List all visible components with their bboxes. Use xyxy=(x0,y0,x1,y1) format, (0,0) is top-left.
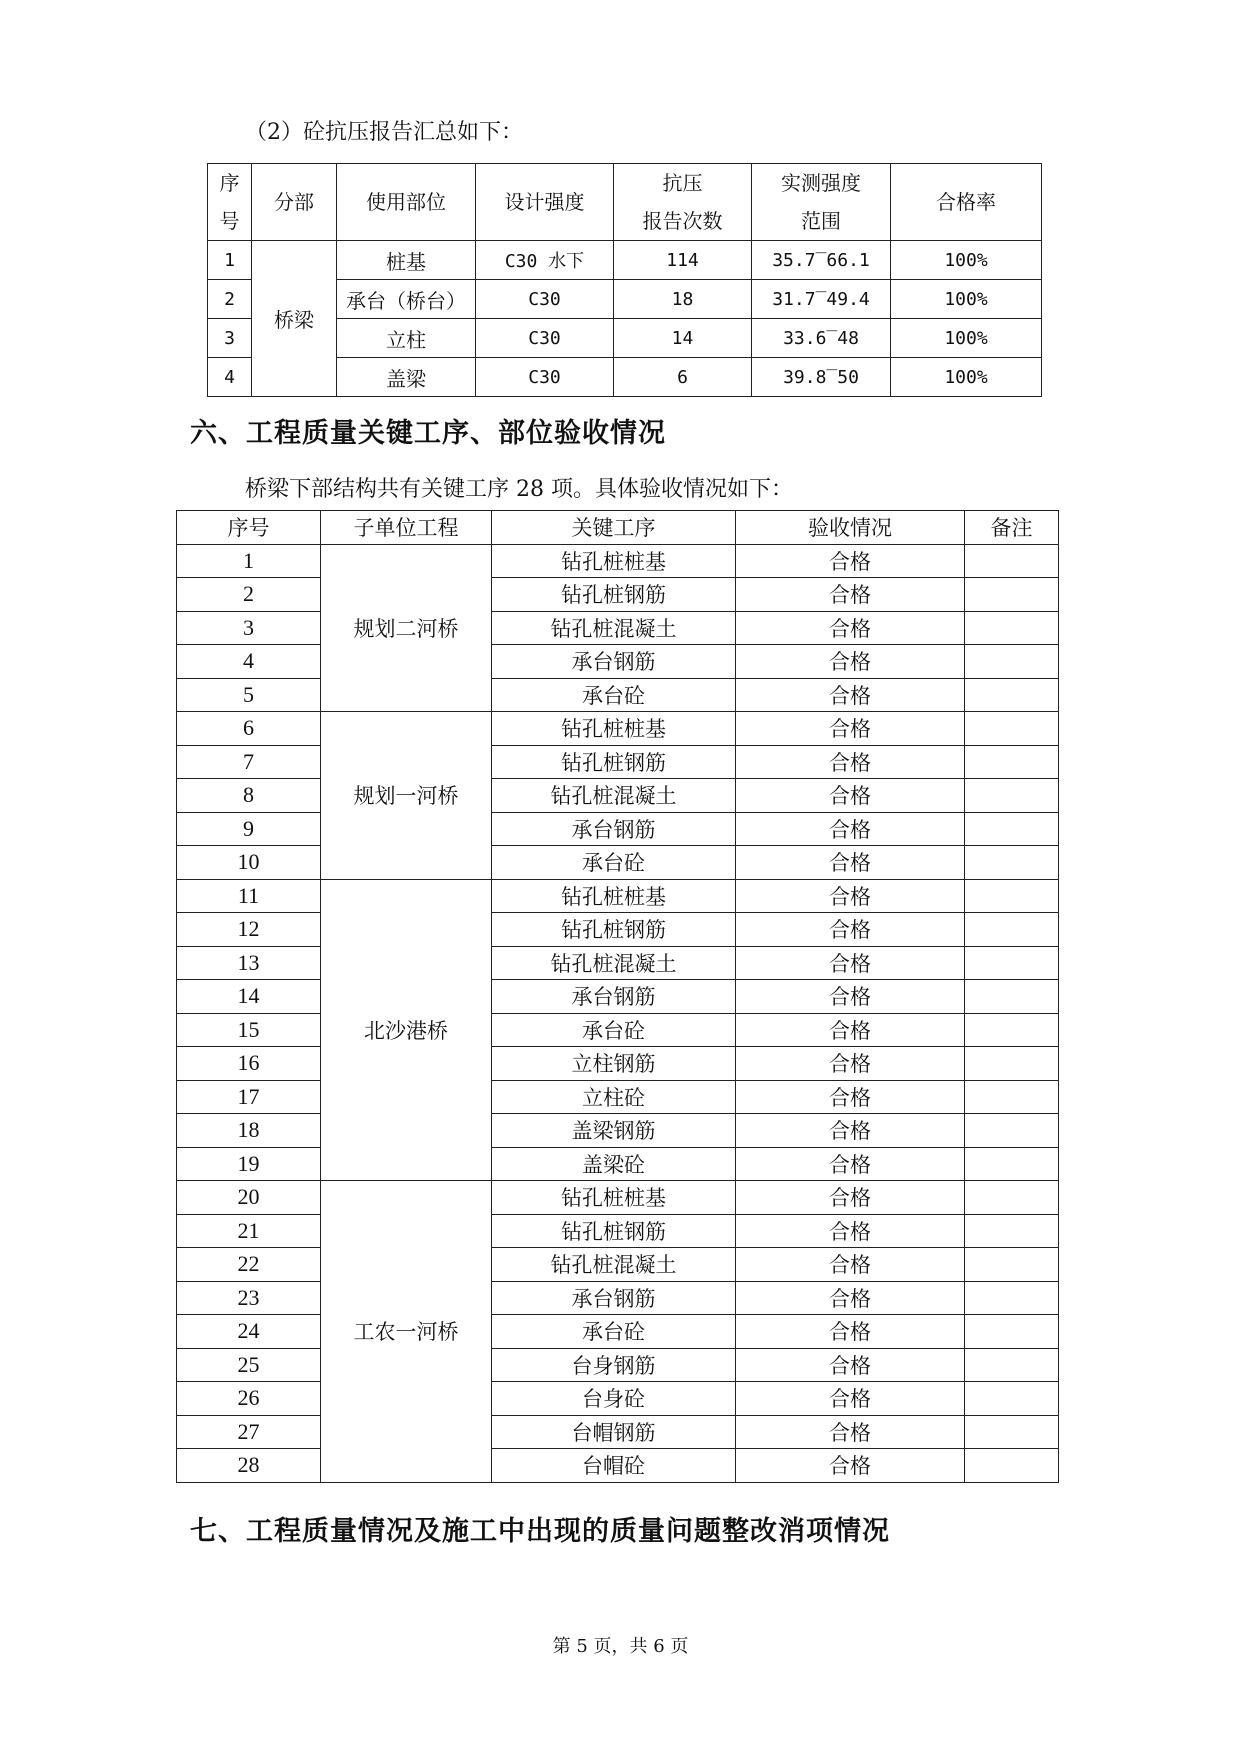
cell-acceptance: 合格 xyxy=(736,1047,965,1081)
cell-key-process: 立柱砼 xyxy=(492,1080,736,1114)
cell-acceptance: 合格 xyxy=(736,1449,965,1483)
cell-key-process: 台帽钢筋 xyxy=(492,1415,736,1449)
header-report-count: 抗压 报告次数 xyxy=(614,164,752,241)
cell-note xyxy=(965,611,1059,645)
header-note: 备注 xyxy=(965,511,1059,545)
cell-seq: 23 xyxy=(177,1281,321,1315)
cell-seq: 1 xyxy=(177,544,321,578)
cell-key-process: 钻孔桩桩基 xyxy=(492,1181,736,1215)
table-row xyxy=(177,980,1059,1014)
header-measured-range: 实测强度 范围 xyxy=(752,164,891,241)
cell-seq: 13 xyxy=(177,946,321,980)
cell-seq: 18 xyxy=(177,1114,321,1148)
cell-seq: 17 xyxy=(177,1080,321,1114)
cell-acceptance: 合格 xyxy=(736,1415,965,1449)
cell-design-strength: C30 xyxy=(476,280,614,319)
section2-intro: （2）砼抗压报告汇总如下： xyxy=(245,120,523,145)
cell-key-process: 钻孔桩混凝土 xyxy=(492,779,736,813)
cell-note xyxy=(965,712,1059,746)
concrete-strength-table xyxy=(207,163,1042,397)
cell-acceptance: 合格 xyxy=(736,745,965,779)
cell-note xyxy=(965,1382,1059,1416)
table-row xyxy=(177,611,1059,645)
cell-key-process: 钻孔桩混凝土 xyxy=(492,611,736,645)
table-header-row xyxy=(177,511,1059,545)
cell-seq: 28 xyxy=(177,1449,321,1483)
cell-acceptance: 合格 xyxy=(736,678,965,712)
cell-acceptance: 合格 xyxy=(736,812,965,846)
cell-seq: 5 xyxy=(177,678,321,712)
cell-note xyxy=(965,779,1059,813)
cell-measured-range: 39.8‾50 xyxy=(752,358,891,397)
cell-acceptance: 合格 xyxy=(736,980,965,1014)
table-row xyxy=(177,678,1059,712)
header-seq: 序 号 xyxy=(208,164,252,241)
cell-seq: 3 xyxy=(208,319,252,358)
cell-design-strength: C30 xyxy=(476,319,614,358)
key-process-acceptance-table xyxy=(176,510,1059,1483)
cell-note xyxy=(965,980,1059,1014)
cell-key-process: 承台钢筋 xyxy=(492,645,736,679)
cell-division: 桥梁 xyxy=(252,241,337,397)
cell-key-process: 承台砼 xyxy=(492,678,736,712)
table-row xyxy=(177,1382,1059,1416)
cell-seq: 26 xyxy=(177,1382,321,1416)
cell-note xyxy=(965,879,1059,913)
cell-acceptance: 合格 xyxy=(736,645,965,679)
cell-note xyxy=(965,544,1059,578)
cell-note xyxy=(965,913,1059,947)
cell-note xyxy=(965,1348,1059,1382)
table-row xyxy=(177,846,1059,880)
cell-acceptance: 合格 xyxy=(736,1114,965,1148)
table-row xyxy=(177,645,1059,679)
section7-title: 七、工程质量情况及施工中出现的质量问题整改消项情况 xyxy=(190,1516,890,1547)
cell-key-process: 台身砼 xyxy=(492,1382,736,1416)
cell-seq: 4 xyxy=(208,358,252,397)
header-seq: 序号 xyxy=(177,511,321,545)
cell-note xyxy=(965,1281,1059,1315)
cell-note xyxy=(965,1114,1059,1148)
cell-seq: 15 xyxy=(177,1013,321,1047)
cell-note xyxy=(965,1181,1059,1215)
cell-acceptance: 合格 xyxy=(736,1147,965,1181)
table-row xyxy=(177,1315,1059,1349)
cell-part: 立柱 xyxy=(337,319,476,358)
table-row xyxy=(177,1281,1059,1315)
header-key-process: 关键工序 xyxy=(492,511,736,545)
cell-seq: 11 xyxy=(177,879,321,913)
cell-part: 承台（桥台） xyxy=(337,280,476,319)
cell-pass-rate: 100% xyxy=(891,280,1042,319)
cell-acceptance: 合格 xyxy=(736,779,965,813)
cell-key-process: 钻孔桩桩基 xyxy=(492,544,736,578)
cell-note xyxy=(965,1315,1059,1349)
header-acceptance: 验收情况 xyxy=(736,511,965,545)
cell-key-process: 承台砼 xyxy=(492,1013,736,1047)
table-row xyxy=(177,1047,1059,1081)
cell-key-process: 钻孔桩混凝土 xyxy=(492,1248,736,1282)
table-row xyxy=(177,1181,1059,1215)
cell-key-process: 台身钢筋 xyxy=(492,1348,736,1382)
cell-seq: 2 xyxy=(177,578,321,612)
table-row xyxy=(177,946,1059,980)
cell-report-count: 14 xyxy=(614,319,752,358)
page-footer: 第 5 页，共 6 页 xyxy=(552,1636,689,1657)
table-row xyxy=(177,1415,1059,1449)
cell-acceptance: 合格 xyxy=(736,946,965,980)
cell-acceptance: 合格 xyxy=(736,1348,965,1382)
table-row xyxy=(177,745,1059,779)
cell-acceptance: 合格 xyxy=(736,1013,965,1047)
cell-seq: 24 xyxy=(177,1315,321,1349)
cell-subunit: 北沙港桥 xyxy=(321,879,492,1181)
table-row xyxy=(177,544,1059,578)
cell-part: 桩基 xyxy=(337,241,476,280)
cell-note xyxy=(965,678,1059,712)
table-row xyxy=(177,1449,1059,1483)
cell-subunit: 工农一河桥 xyxy=(321,1181,492,1483)
cell-acceptance: 合格 xyxy=(736,712,965,746)
cell-acceptance: 合格 xyxy=(736,1181,965,1215)
section6-paragraph: 桥梁下部结构共有关键工序 28 项。具体验收情况如下： xyxy=(245,477,793,502)
cell-acceptance: 合格 xyxy=(736,1281,965,1315)
cell-acceptance: 合格 xyxy=(736,846,965,880)
cell-key-process: 承台钢筋 xyxy=(492,812,736,846)
cell-seq: 21 xyxy=(177,1214,321,1248)
table-row xyxy=(177,578,1059,612)
cell-seq: 19 xyxy=(177,1147,321,1181)
cell-key-process: 钻孔桩钢筋 xyxy=(492,578,736,612)
cell-report-count: 18 xyxy=(614,280,752,319)
header-subunit: 子单位工程 xyxy=(321,511,492,545)
cell-key-process: 钻孔桩混凝土 xyxy=(492,946,736,980)
table-row xyxy=(177,712,1059,746)
cell-key-process: 台帽砼 xyxy=(492,1449,736,1483)
table-header-row xyxy=(208,164,1042,241)
cell-measured-range: 35.7‾66.1 xyxy=(752,241,891,280)
cell-key-process: 承台砼 xyxy=(492,1315,736,1349)
cell-seq: 25 xyxy=(177,1348,321,1382)
cell-report-count: 114 xyxy=(614,241,752,280)
header-pass-rate: 合格率 xyxy=(891,164,1042,241)
header-design-strength: 设计强度 xyxy=(476,164,614,241)
cell-key-process: 钻孔桩桩基 xyxy=(492,879,736,913)
cell-part: 盖梁 xyxy=(337,358,476,397)
cell-note xyxy=(965,645,1059,679)
cell-key-process: 立柱钢筋 xyxy=(492,1047,736,1081)
cell-report-count: 6 xyxy=(614,358,752,397)
cell-seq: 4 xyxy=(177,645,321,679)
cell-seq: 14 xyxy=(177,980,321,1014)
cell-key-process: 钻孔桩桩基 xyxy=(492,712,736,746)
cell-acceptance: 合格 xyxy=(736,1214,965,1248)
cell-seq: 8 xyxy=(177,779,321,813)
cell-key-process: 钻孔桩钢筋 xyxy=(492,1214,736,1248)
cell-acceptance: 合格 xyxy=(736,1382,965,1416)
cell-seq: 22 xyxy=(177,1248,321,1282)
header-division: 分部 xyxy=(252,164,337,241)
cell-seq: 6 xyxy=(177,712,321,746)
cell-seq: 2 xyxy=(208,280,252,319)
cell-seq: 20 xyxy=(177,1181,321,1215)
cell-note xyxy=(965,812,1059,846)
cell-note xyxy=(965,1248,1059,1282)
cell-seq: 10 xyxy=(177,846,321,880)
cell-seq: 12 xyxy=(177,913,321,947)
cell-acceptance: 合格 xyxy=(736,544,965,578)
cell-seq: 3 xyxy=(177,611,321,645)
table-row xyxy=(177,812,1059,846)
cell-acceptance: 合格 xyxy=(736,879,965,913)
cell-note xyxy=(965,1080,1059,1114)
cell-acceptance: 合格 xyxy=(736,1315,965,1349)
table-row xyxy=(177,1013,1059,1047)
section6-title: 六、工程质量关键工序、部位验收情况 xyxy=(190,418,666,449)
cell-acceptance: 合格 xyxy=(736,578,965,612)
cell-seq: 1 xyxy=(208,241,252,280)
cell-measured-range: 33.6‾48 xyxy=(752,319,891,358)
cell-pass-rate: 100% xyxy=(891,241,1042,280)
cell-note xyxy=(965,578,1059,612)
cell-pass-rate: 100% xyxy=(891,358,1042,397)
cell-key-process: 承台砼 xyxy=(492,846,736,880)
cell-key-process: 盖梁钢筋 xyxy=(492,1114,736,1148)
cell-subunit: 规划二河桥 xyxy=(321,544,492,712)
cell-seq: 16 xyxy=(177,1047,321,1081)
cell-note xyxy=(965,1449,1059,1483)
cell-note xyxy=(965,1047,1059,1081)
table-row xyxy=(177,1080,1059,1114)
cell-note xyxy=(965,745,1059,779)
cell-acceptance: 合格 xyxy=(736,1080,965,1114)
cell-acceptance: 合格 xyxy=(736,1248,965,1282)
cell-key-process: 钻孔桩钢筋 xyxy=(492,745,736,779)
cell-key-process: 承台钢筋 xyxy=(492,1281,736,1315)
cell-key-process: 钻孔桩钢筋 xyxy=(492,913,736,947)
header-part: 使用部位 xyxy=(337,164,476,241)
cell-pass-rate: 100% xyxy=(891,319,1042,358)
cell-subunit: 规划一河桥 xyxy=(321,712,492,880)
cell-note xyxy=(965,1214,1059,1248)
cell-acceptance: 合格 xyxy=(736,611,965,645)
cell-note xyxy=(965,946,1059,980)
table-row xyxy=(177,913,1059,947)
cell-note xyxy=(965,1147,1059,1181)
table-row xyxy=(177,1114,1059,1148)
cell-key-process: 盖梁砼 xyxy=(492,1147,736,1181)
table-row xyxy=(177,1214,1059,1248)
cell-seq: 9 xyxy=(177,812,321,846)
table-row xyxy=(208,241,1042,280)
table-row xyxy=(177,1348,1059,1382)
cell-seq: 7 xyxy=(177,745,321,779)
cell-design-strength: C30 xyxy=(476,358,614,397)
cell-design-strength: C30 水下 xyxy=(476,241,614,280)
cell-note xyxy=(965,1013,1059,1047)
cell-acceptance: 合格 xyxy=(736,913,965,947)
table-row xyxy=(177,879,1059,913)
cell-measured-range: 31.7‾49.4 xyxy=(752,280,891,319)
table-row xyxy=(177,1147,1059,1181)
cell-note xyxy=(965,846,1059,880)
cell-key-process: 承台钢筋 xyxy=(492,980,736,1014)
cell-seq: 27 xyxy=(177,1415,321,1449)
table-row xyxy=(177,1248,1059,1282)
cell-note xyxy=(965,1415,1059,1449)
table-row xyxy=(177,779,1059,813)
